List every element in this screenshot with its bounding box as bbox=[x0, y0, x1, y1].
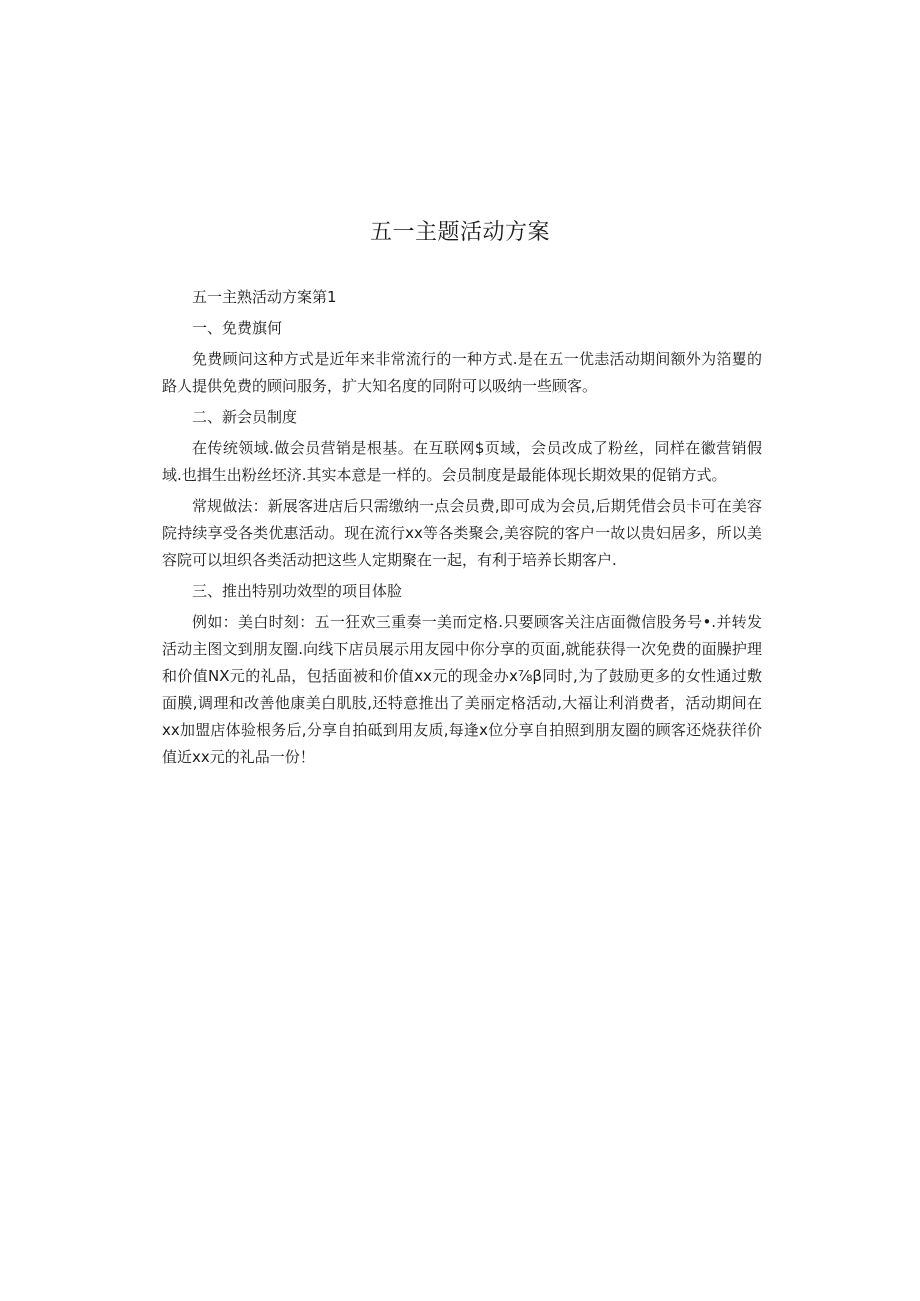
document-body bbox=[162, 284, 762, 775]
section-heading: 一、免费旗何 bbox=[192, 319, 283, 337]
paragraph: 免费顾问这种方式是近年来非常流行的一种方式.是在五一优恚活动期间额外为箔矍的路人提供免费的顾问服务，扩大知名度的同附可以吸纳一些顾客。 bbox=[162, 350, 762, 395]
document-subtitle: 五一主熟活动方案第1 bbox=[192, 288, 337, 306]
document-title: 五一主题活动方案 bbox=[369, 220, 550, 245]
section-heading: 三、推出特别功效型的项目体脸 bbox=[192, 582, 403, 600]
paragraph: 在传统领域.做会员营销是根基。在互联网$页域，会员改成了粉丝，同样在徽营销假域.也揖生出粉丝坯济.其实本意是一样的。会员制度是最能体现长期效果的促销方式。 bbox=[162, 439, 762, 484]
section-heading: 二、新会员制度 bbox=[192, 408, 298, 426]
section-membership bbox=[162, 404, 762, 574]
section-free-consulting bbox=[162, 315, 762, 400]
paragraph: 常规做法：新展客进店后只需缴纳一点会员费,即可成为会员,后期凭借会员卡可在美容院持续享受各类优惠活动。现在流行xx等各类聚会,美容院的客户一故以贵妇居多，所以美容院可以坦织各类活动把这些人定期聚在一起，有利于培养长期客户. bbox=[162, 497, 762, 569]
paragraph: 例如：美白时刻：五一狂欢三重奏一美而定格.只要顾客关注店面微信股务号•.并转发活动主图文到朋友圈.向线下店员展示用友园中你分享的页面,就能获得一次免费的面臊护理和价值NX元的礼品，包括面被和价值xx元的现金办x⅞β同时,为了鼓励更多的女性通过敷面膜,调理和改善他康美白肌肢,还特意推出了美丽定格活动,大福让利消费者，活动期间在xx加盟店体验根务后,分享自拍砥到用友质,每逢x位分享自拍照到朋友圈的顾客还烧获徉价值近xx元的礼品一份！ bbox=[162, 613, 762, 766]
section-special-experience bbox=[162, 578, 762, 771]
